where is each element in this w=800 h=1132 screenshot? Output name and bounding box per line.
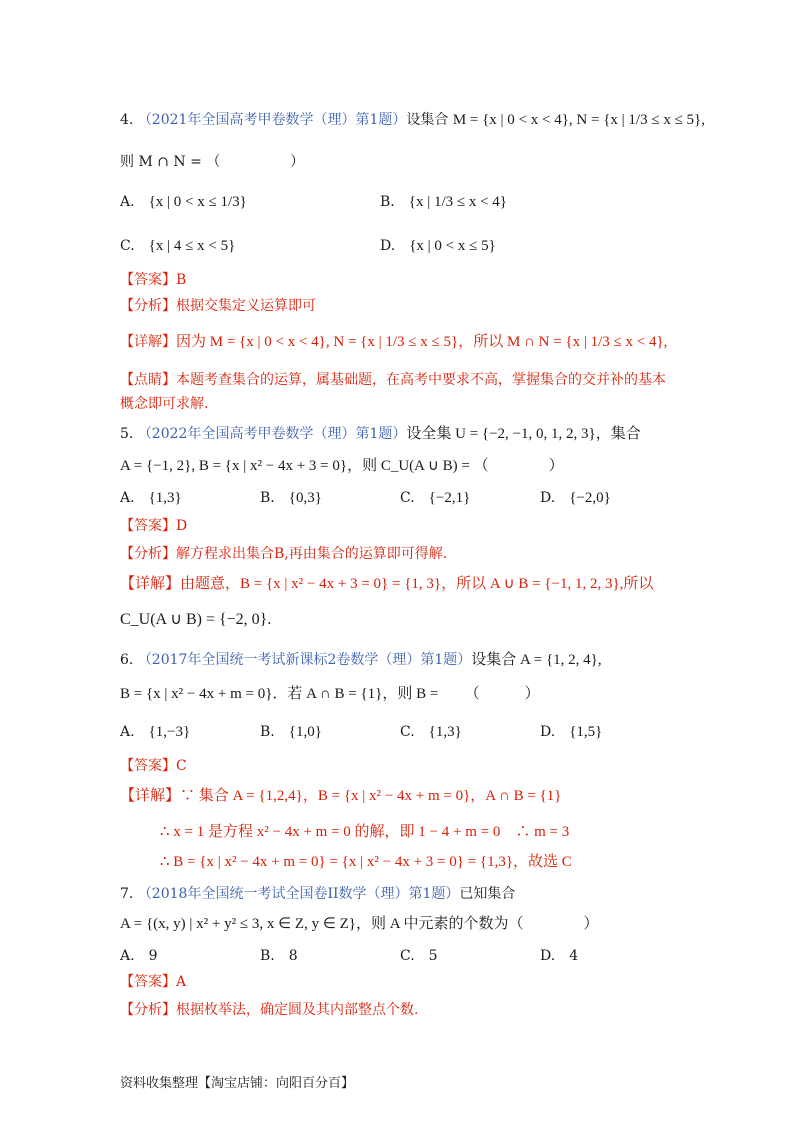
q4-number: 4. — [120, 112, 134, 128]
q7-number: 7. — [120, 886, 134, 902]
q4-comment-line2: 概念即可求解. — [120, 396, 209, 412]
q4-comment-line1: 【点睛】本题考查集合的运算，属基础题，在高考中要求不高，掌握集合的交并补的基本 — [120, 372, 666, 388]
q4-answer: 【答案】B — [120, 272, 187, 288]
q5-stem: 设全集 U = {−2, −1, 0, 1, 2, 3}，集合 — [406, 426, 641, 442]
q5-answer: 【答案】D — [120, 518, 188, 534]
q5-detail-line2: C_U(A ∪ B) = {−2, 0}. — [120, 611, 272, 628]
q5-stem-line — [120, 424, 641, 444]
q6-detail-line2: ∴ x = 1 是方程 x² − 4x + m = 0 的解，即 1 − 4 + m = 0 ∴ m = 3 — [160, 824, 570, 840]
q4-analysis: 【分析】根据交集定义运算即可 — [120, 298, 316, 314]
q7-option-b: B. 8 — [260, 948, 298, 964]
q7-option-c: C. 5 — [400, 948, 438, 964]
q7-option-a: A. 9 — [120, 948, 158, 964]
q4-option-c: C. {x | 4 ≤ x < 5} — [120, 238, 236, 254]
q4-stem-line — [120, 110, 705, 130]
q6-number: 6. — [120, 652, 134, 668]
q7-stem-line — [120, 884, 515, 904]
q7-source: （2018年全国统一考试全国卷II数学（理）第1题） — [137, 886, 460, 902]
q5-number: 5. — [120, 426, 134, 442]
q6-line2: B = {x | x² − 4x + m = 0}．若 A ∩ B = {1}，则 B = （ ） — [120, 686, 540, 702]
q6-detail-line3: ∴ B = {x | x² − 4x + m = 0} = {x | x² − 4x + 3 = 0} = {1,3}，故选 C — [160, 854, 572, 870]
q4-option-d: D. {x | 0 < x ≤ 5} — [380, 238, 496, 254]
q7-answer: 【答案】A — [120, 974, 187, 990]
q4-option-b: B. {x | 1/3 ≤ x < 4} — [380, 194, 508, 210]
q5-line2: A = {−1, 2}, B = {x | x² − 4x + 3 = 0}，则 C_U(A ∪ B) = （ ） — [120, 458, 564, 474]
q6-option-c: C. {1,3} — [400, 724, 462, 740]
q5-analysis: 【分析】解方程求出集合B,再由集合的运算即可得解. — [120, 546, 448, 562]
q4-stem: 设集合 — [406, 112, 449, 128]
q5-detail-line1: 【详解】由题意，B = {x | x² − 4x + 3 = 0} = {1, 3}，所以 A ∪ B = {−1, 1, 2, 3},所以 — [120, 576, 654, 592]
q6-stem-line — [120, 650, 602, 670]
q6-stem: 设集合 A = {1, 2, 4}, — [471, 652, 602, 668]
q7-analysis: 【分析】根据枚举法，确定圆及其内部整点个数. — [120, 1002, 419, 1018]
q7-option-d: D. 4 — [540, 948, 579, 964]
q6-source: （2017年全国统一考试新课标2卷数学（理）第1题） — [137, 652, 472, 668]
q5-option-d: D. {−2,0} — [540, 490, 611, 506]
q4-source: （2021年全国高考甲卷数学（理）第1题） — [137, 112, 407, 128]
q4-detail: 【详解】因为 M = {x | 0 < x < 4}, N = {x | 1/3 ≤ x ≤ 5}，所以 M ∩ N = {x | 1/3 ≤ x < 4}, — [120, 334, 668, 350]
q5-option-c: C. {−2,1} — [400, 490, 471, 506]
q6-option-d: D. {1,5} — [540, 724, 603, 740]
q5-option-b: B. {0,3} — [260, 490, 322, 506]
page-footer: 资料收集整理【淘宝店铺：向阳百分百】 — [120, 1076, 355, 1091]
q7-stem: 已知集合 — [459, 886, 516, 902]
q4-line2: 则 M ∩ N = （ ） — [120, 154, 305, 170]
q6-option-b: B. {1,0} — [260, 724, 322, 740]
q4-math: M = {x | 0 < x < 4}, N = {x | 1/3 ≤ x ≤ 5}, — [452, 112, 706, 128]
q7-line2: A = {(x, y) | x² + y² ≤ 3, x ∈ Z, y ∈ Z}，则 A 中元素的个数为（ ） — [120, 916, 599, 932]
q5-option-a: A. {1,3} — [120, 490, 182, 506]
q5-source: （2022年全国高考甲卷数学（理）第1题） — [137, 426, 407, 442]
q6-detail-line1: 【详解】∵ 集合 A = {1,2,4}，B = {x | x² − 4x + m = 0}，A ∩ B = {1} — [120, 788, 562, 804]
q6-answer: 【答案】C — [120, 758, 187, 774]
q6-option-a: A. {1,−3} — [120, 724, 191, 740]
q4-option-a: A. {x | 0 < x ≤ 1/3} — [120, 194, 247, 210]
